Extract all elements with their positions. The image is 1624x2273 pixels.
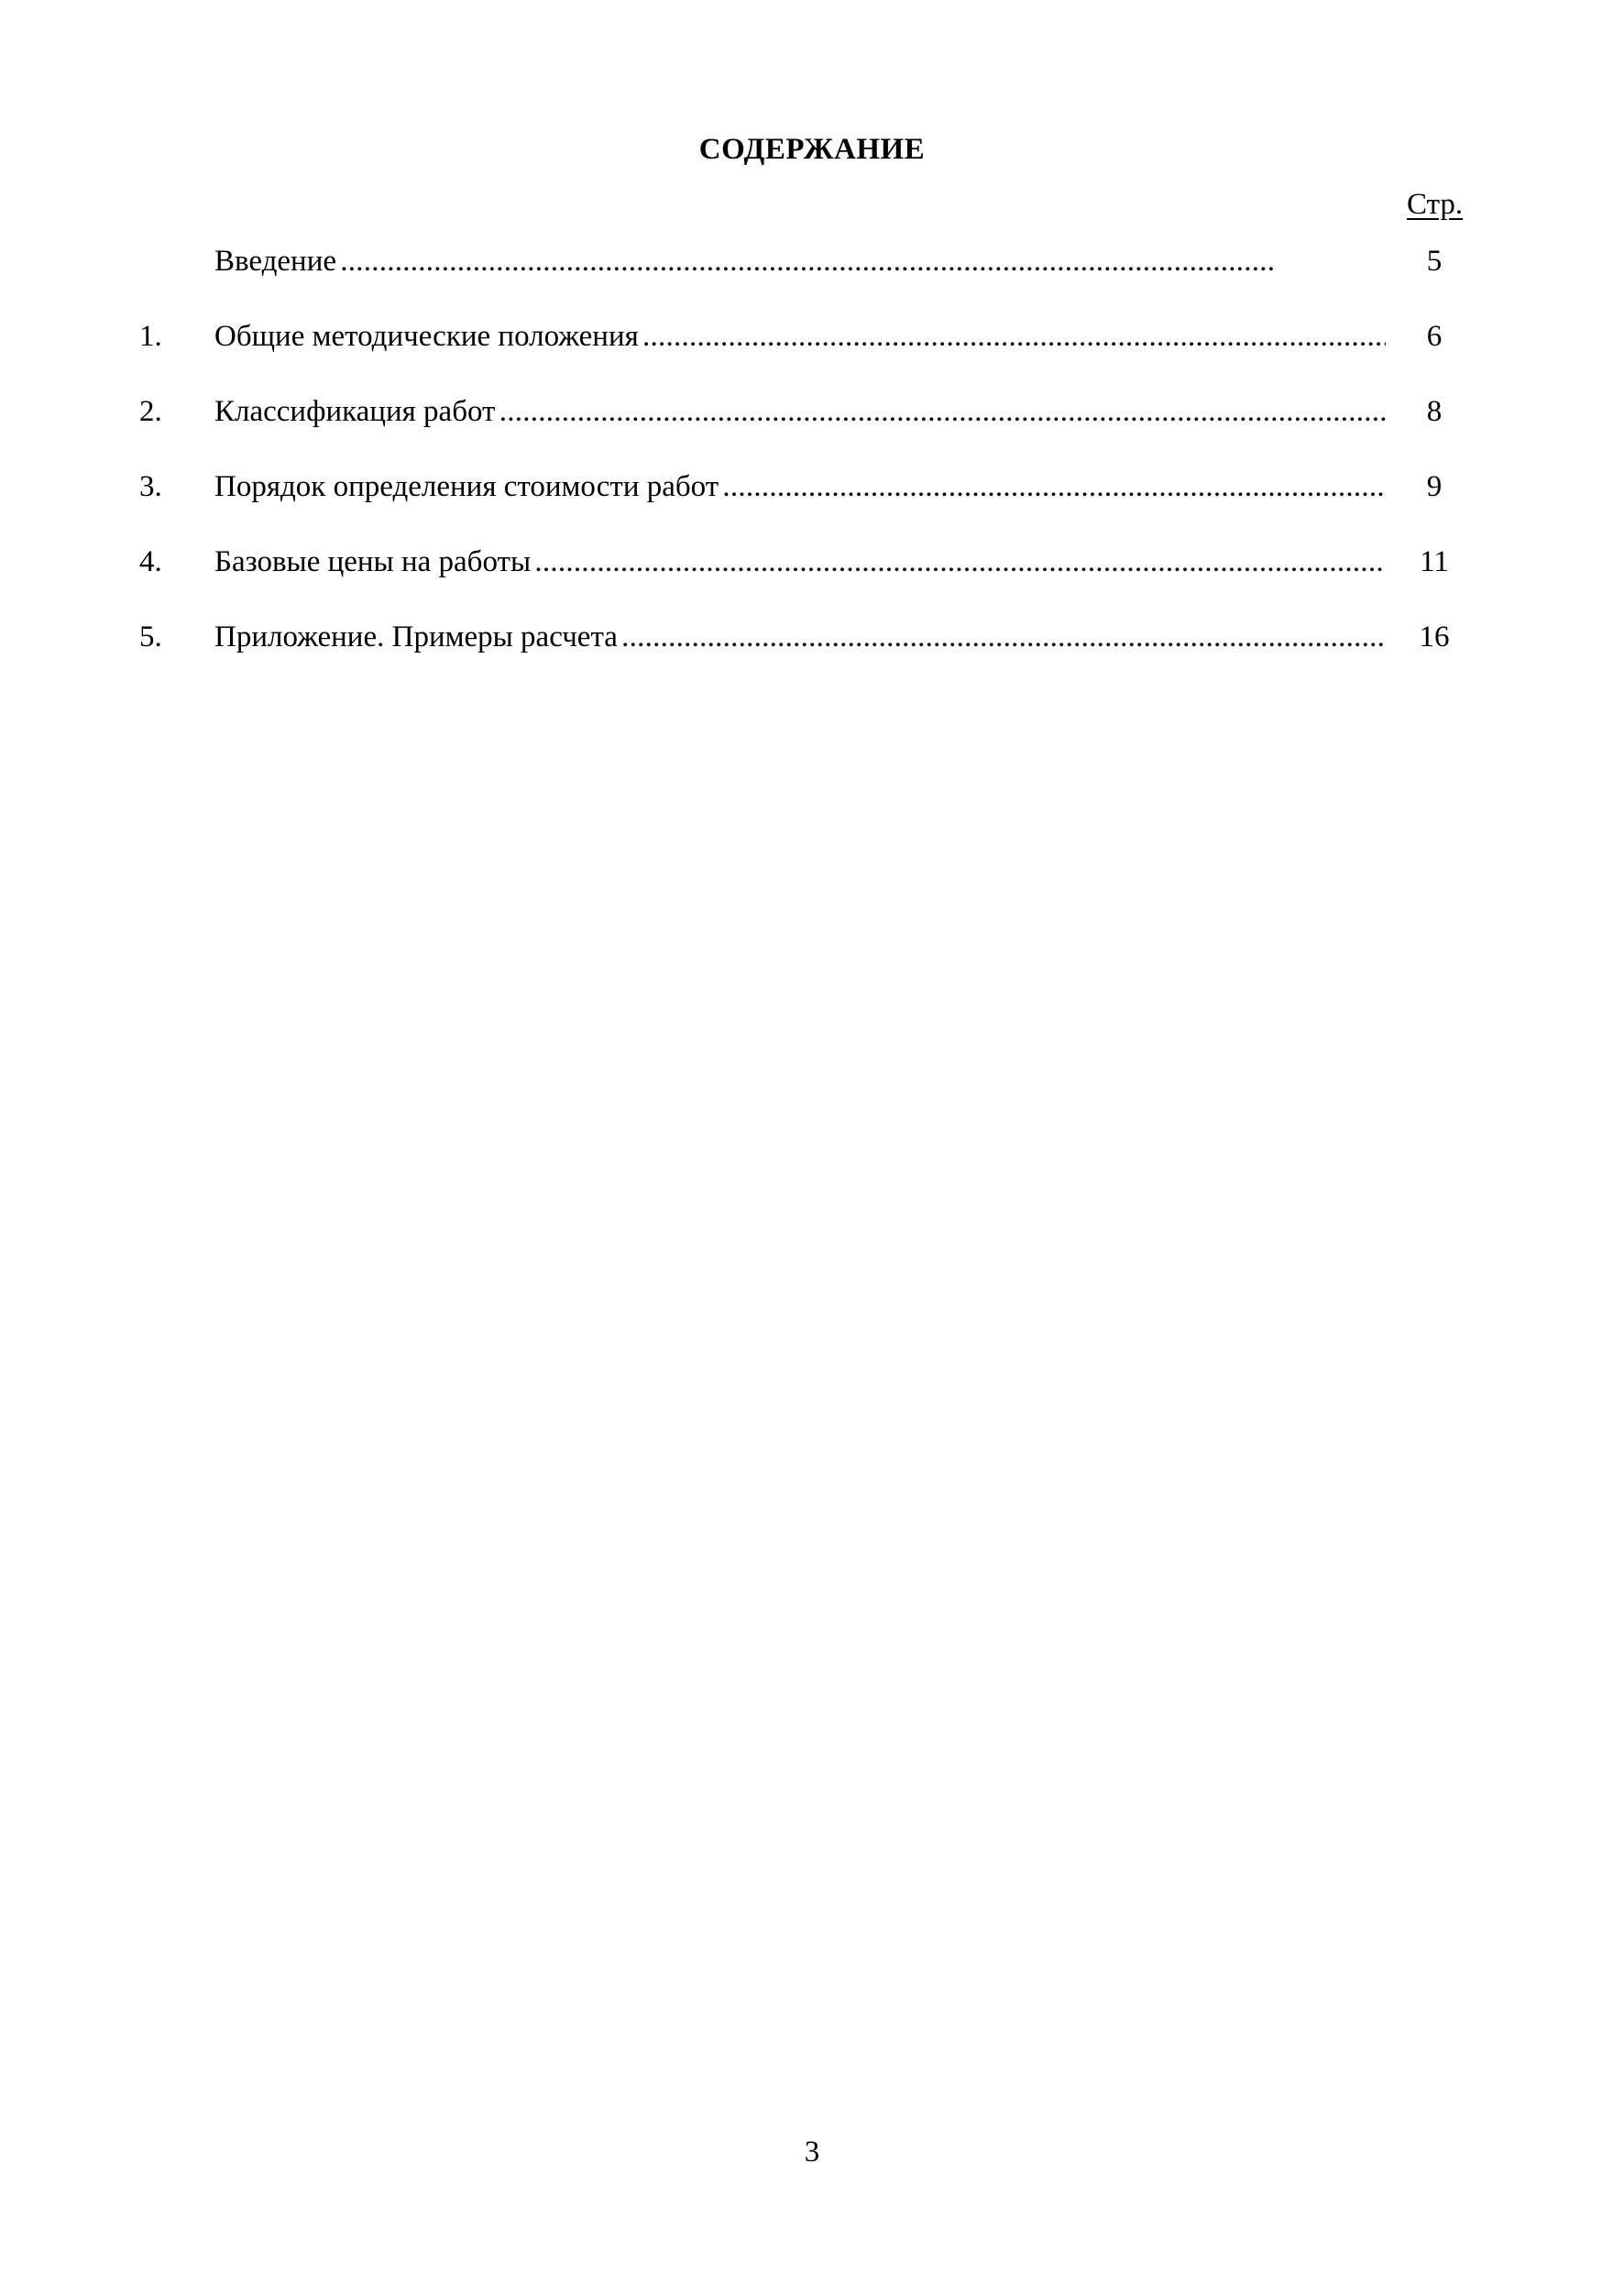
toc-entry-page: 6 (1426, 320, 1443, 353)
toc-entry-page: 9 (1426, 470, 1443, 503)
toc-entry-introduction (0, 238, 1624, 284)
document-title: СОДЕРЖАНИЕ (698, 133, 926, 166)
toc-entry-number: 1. (139, 320, 162, 353)
toc-entry-general-provisions (0, 313, 1624, 359)
footer-page-number: 3 (804, 2136, 820, 2169)
toc-entry-title: Базовые цены на работы . . . (214, 539, 1386, 585)
toc-entry-base-prices (0, 539, 1624, 585)
toc-entry-title: Классификация работ . . . (214, 389, 1386, 434)
toc-entry-number: 2. (139, 395, 162, 428)
toc-entry-page: 8 (1426, 395, 1443, 428)
toc-entry-page: 11 (1420, 545, 1449, 578)
toc-entry-appendix (0, 614, 1624, 660)
page-column-header: Стр. (1407, 188, 1464, 221)
toc-entry-title: Приложение. Примеры расчета . . . (214, 614, 1386, 660)
toc-entry-title: Общие методические положения . . . (214, 313, 1386, 359)
toc-entry-number: 4. (139, 545, 162, 578)
toc-entry-number: 3. (139, 470, 162, 503)
toc-entry-work-classification (0, 389, 1624, 434)
toc-entry-number: 5. (139, 620, 162, 653)
toc-entry-title: Порядок определения стоимости работ . . . (214, 464, 1386, 510)
toc-entry-cost-procedure (0, 464, 1624, 510)
toc-entry-page: 5 (1426, 245, 1443, 278)
toc-entry-page: 16 (1419, 620, 1450, 653)
toc-entry-title: Введение . . . (214, 238, 1386, 284)
